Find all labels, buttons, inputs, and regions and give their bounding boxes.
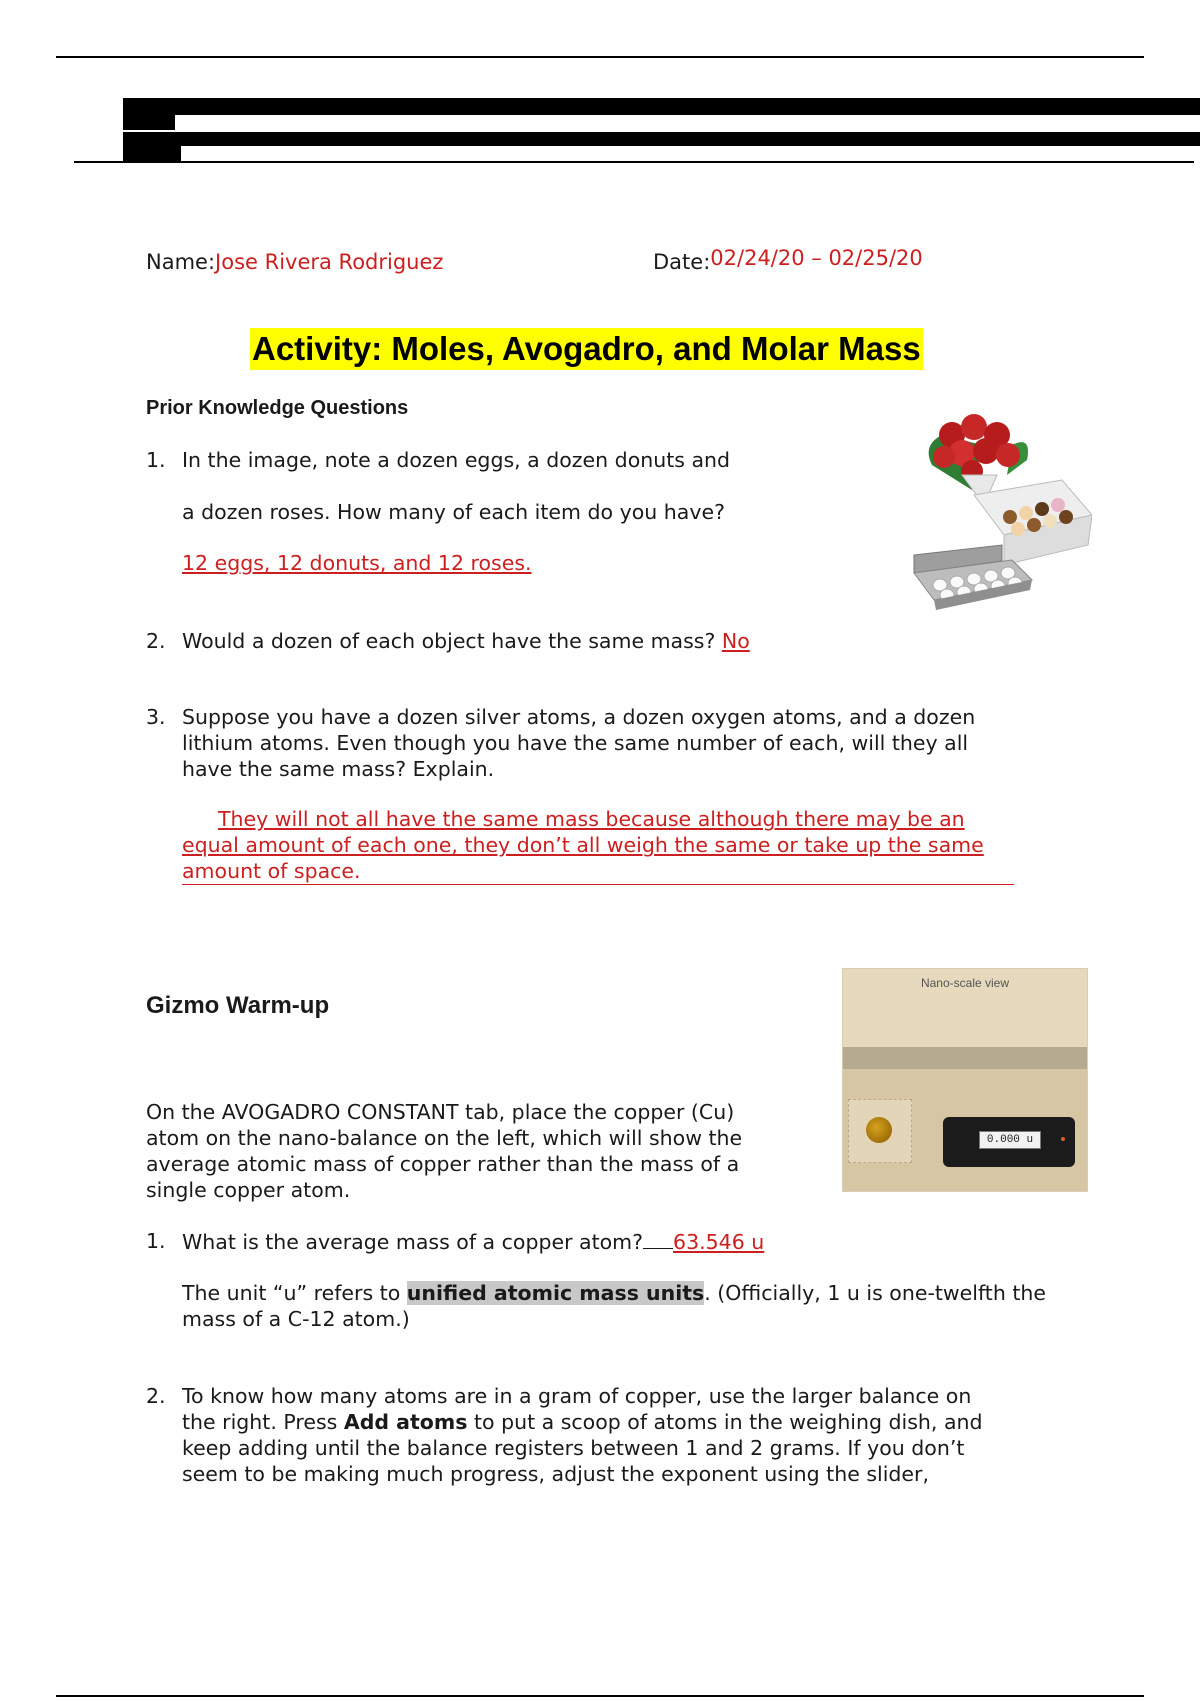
gizmo-q1-note-post: . (Officially, 1 u is one-twelfth the — [704, 1281, 1046, 1305]
pk-q1-line1: In the image, note a dozen eggs, a dozen donuts and — [182, 448, 731, 472]
gizmo-q1-note-pre: The unit “u” refers to — [182, 1281, 407, 1305]
page-title: Activity: Moles, Avogadro, and Molar Mass — [250, 328, 923, 370]
header-thin-rule — [74, 161, 1194, 163]
gizmo-q2-line2-pre: the right. Press — [182, 1410, 344, 1434]
balance-readout: 0.000 u — [979, 1131, 1041, 1149]
gizmo-q2-number: 2. — [146, 1384, 166, 1408]
pk-q3-answer-line2: equal amount of each one, they don’t all weigh the same or take up the same — [182, 833, 984, 857]
gizmo-intro-line1: On the AVOGADRO CONSTANT tab, place the copper (Cu) — [146, 1100, 735, 1124]
header-bar-lower — [123, 132, 1200, 146]
gizmo-warmup-heading: Gizmo Warm-up — [146, 992, 330, 1019]
gizmo-q1-note-line2: mass of a C-12 atom.) — [182, 1307, 410, 1331]
balance-indicator-light — [1061, 1137, 1065, 1141]
header-bar-upper — [123, 98, 1200, 115]
pk-q1-line2: a dozen roses. How many of each item do you have? — [182, 500, 725, 524]
name-line — [146, 250, 443, 274]
gizmo-intro-line4: single copper atom. — [146, 1178, 351, 1202]
copper-atom-icon[interactable] — [866, 1117, 892, 1143]
pk-q1-number: 1. — [146, 448, 166, 472]
pk-q3-number: 3. — [146, 705, 166, 729]
header-bar-block-lower — [123, 146, 181, 162]
prior-knowledge-heading: Prior Knowledge Questions — [146, 397, 409, 419]
pk-q2-number: 2. — [146, 629, 166, 653]
date-value: 02/24/20 – 02/25/20 — [710, 246, 923, 270]
gizmo-q1-note-bold: unified atomic mass units — [406, 1281, 705, 1305]
gizmo-q2-line3: keep adding until the balance registers between 1 and 2 grams. If you don’t — [182, 1436, 965, 1460]
gizmo-q2-line2-bold: Add atoms — [343, 1410, 468, 1434]
gizmo-q1-blank — [643, 1228, 673, 1249]
gizmo-q2-line2-post: to put a scoop of atoms in the weighing dish, and — [467, 1410, 983, 1434]
pk-q2-text: Would a dozen of each object have the same mass? — [182, 629, 716, 653]
gizmo-q2-line1: To know how many atoms are in a gram of copper, use the larger balance on — [182, 1384, 972, 1408]
gizmo-q2-line2 — [182, 1409, 983, 1435]
gizmo-q1-answer: 63.546 u — [673, 1230, 765, 1254]
bottom-rule — [56, 1695, 1144, 1697]
name-label: Name: — [146, 250, 216, 274]
pk-q3-answer-line1: They will not all have the same mass because although there may be an — [218, 807, 965, 831]
nano-balance — [943, 1117, 1075, 1167]
gizmo-q1-text: What is the average mass of a copper atom? — [182, 1230, 644, 1254]
pk-q1-answer: 12 eggs, 12 donuts, and 12 roses. — [182, 551, 532, 575]
name-value: Jose Rivera Rodriguez — [215, 250, 444, 274]
gizmo-q2-line4: seem to be making much progress, adjust the exponent using the slider, — [182, 1462, 929, 1486]
date-label: Date: — [653, 250, 711, 274]
gizmo-q1-note — [182, 1280, 1046, 1306]
pk-q3-line2: lithium atoms. Even though you have the same number of each, will they all — [182, 731, 969, 755]
dozen-items-illustration — [912, 405, 1092, 625]
pk-q3-answer-line3: amount of space. — [182, 858, 1014, 885]
gizmo-q1-number: 1. — [146, 1229, 166, 1253]
gizmo-nano-scale-panel — [842, 968, 1088, 1192]
panel-caption: Nano-scale view — [920, 976, 1010, 990]
pk-q2-line — [182, 628, 750, 654]
pk-q3-line1: Suppose you have a dozen silver atoms, a dozen oxygen atoms, and a dozen — [182, 705, 976, 729]
date-line — [653, 246, 923, 274]
pk-q2-answer: No — [721, 629, 750, 653]
top-rule — [56, 56, 1144, 58]
header-bar-block-upper — [123, 115, 175, 130]
panel-shelf — [843, 1047, 1087, 1069]
gizmo-q1-line — [182, 1228, 764, 1255]
pk-q3-line3: have the same mass? Explain. — [182, 757, 495, 781]
gizmo-intro-line3: average atomic mass of copper rather than the mass of a — [146, 1152, 740, 1176]
gizmo-intro-line2: atom on the nano-balance on the left, which will show the — [146, 1126, 743, 1150]
